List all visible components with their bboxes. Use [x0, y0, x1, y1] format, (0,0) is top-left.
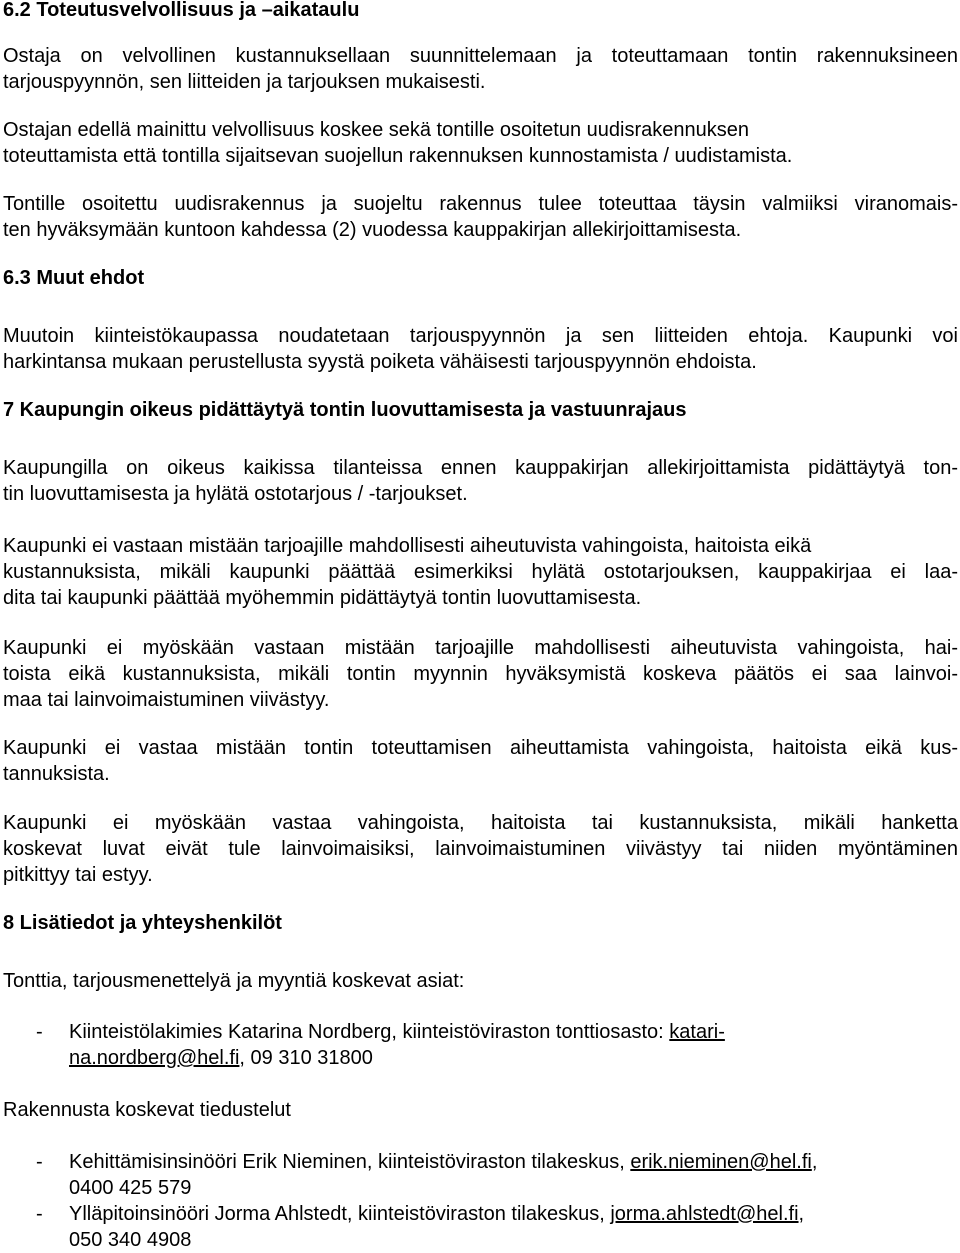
comma-text: , [811, 1151, 818, 1173]
text-line: kustannuksista, mikäli kaupunki päättää esimerkiksi hylätä ostotarjouksen, kauppakirjaa ei laa- [3, 561, 958, 583]
section-8-heading: 8 Lisätiedot ja yhteyshenkilöt [3, 912, 282, 934]
section-7-heading: 7 Kaupungin oikeus pidättäytyä tontin luovuttamisesta ja vastuunrajaus [3, 399, 687, 421]
section-6-2-paragraph-3 [3, 191, 958, 243]
section-6-3-paragraph-1 [3, 323, 958, 375]
section-8-intro-sale: Tonttia, tarjousmenettelyä ja myyntiä koskevat asiat: [3, 970, 465, 992]
text-line: toista eikä kustannuksista, mikäli tontin myynnin hyväksymistä koskeva päätös ei saa lainvoi- [3, 663, 958, 685]
contact-line [69, 1019, 725, 1045]
text-line: koskevat luvat eivät tule lainvoimaisiksi, lainvoimaistuminen viivästyy tai niiden myöntäminen [3, 838, 958, 860]
text-line: harkintansa mukaan perustellusta syystä poiketa vähäisesti tarjouspyynnön ehdoista. [3, 351, 757, 373]
contact-list-item [3, 1149, 958, 1201]
text-line: toteuttamista että tontilla sijaitsevan suojellun rakennuksen kunnostamista / uudistamista. [3, 145, 793, 167]
section-7-paragraph-5 [3, 810, 958, 888]
text-line: dita tai kaupunki päättää myöhemmin pidättäytyä tontin luovuttamisesta. [3, 587, 642, 609]
email-link-part-1[interactable]: katari- [669, 1021, 725, 1043]
phone-text: 050 340 4908 [69, 1229, 192, 1251]
section-7-paragraph-1 [3, 455, 958, 507]
section-7-paragraph-4 [3, 735, 958, 787]
document-page [3, 0, 958, 1251]
text-line: tannuksista. [3, 763, 110, 785]
section-7-paragraph-3 [3, 635, 958, 713]
text-line: ten hyväksymään kuntoon kahdessa (2) vuodessa kauppakirjan allekirjoittamisesta. [3, 219, 742, 241]
contact-name-text: Kiinteistölakimies Katarina Nordberg, kiinteistöviraston tonttiosasto: [69, 1021, 670, 1043]
comma-text: , [798, 1203, 805, 1225]
section-6-2-paragraph-1 [3, 43, 958, 95]
contact-line [69, 1045, 373, 1071]
contact-line [69, 1149, 817, 1175]
list-dash: - [36, 1203, 43, 1225]
text-line: maa tai lainvoimaistuminen viivästyy. [3, 689, 330, 711]
text-line: Kaupungilla on oikeus kaikissa tilanteissa ennen kauppakirjan allekirjoittamista pidättäytyä ton- [3, 457, 958, 479]
section-6-3-heading: 6.3 Muut ehdot [3, 267, 145, 289]
text-line: Ostaja on velvollinen kustannuksellaan suunnittelemaan ja toteuttamaan tontin rakennuksineen [3, 45, 958, 67]
phone-text: 0400 425 579 [69, 1177, 192, 1199]
contact-line [69, 1201, 804, 1227]
text-line: Muutoin kiinteistökaupassa noudatetaan tarjouspyynnön ja sen liitteiden ehtoja. Kaupunki voi [3, 325, 958, 347]
contact-list-item [3, 1019, 958, 1071]
contact-name-text: Kehittämisinsinööri Erik Nieminen, kiinteistöviraston tilakeskus, [69, 1151, 631, 1173]
text-line: tin luovuttamisesta ja hylätä ostotarjous / -tarjoukset. [3, 483, 468, 505]
text-line: Kaupunki ei myöskään vastaa vahingoista, haitoista tai kustannuksista, mikäli hanketta [3, 812, 958, 834]
section-8-intro-building: Rakennusta koskevat tiedustelut [3, 1099, 291, 1121]
list-dash: - [36, 1151, 43, 1173]
text-line: Ostajan edellä mainittu velvollisuus koskee sekä tontille osoitetun uudisrakennuksen [3, 119, 749, 141]
list-dash: - [36, 1021, 43, 1043]
contact-list-item [3, 1201, 958, 1253]
text-line: Kaupunki ei myöskään vastaan mistään tarjoajille mahdollisesti aiheutuvista vahingoista, hai- [3, 637, 958, 659]
email-link-part-2[interactable]: na.nordberg@hel.fi [69, 1047, 240, 1069]
text-line: Kaupunki ei vastaan mistään tarjoajille mahdollisesti aiheutuvista vahingoista, haitoista eikä [3, 535, 812, 557]
section-7-paragraph-2 [3, 533, 958, 611]
section-6-2-heading: 6.2 Toteutusvelvollisuus ja –aikataulu [3, 0, 360, 21]
email-link[interactable]: erik.nieminen@hel.fi [630, 1151, 812, 1173]
text-line: tarjouspyynnön, sen liitteiden ja tarjouksen mukaisesti. [3, 71, 486, 93]
phone-text: , 09 310 31800 [239, 1047, 373, 1069]
text-line: pitkittyy tai estyy. [3, 864, 153, 886]
text-line: Tontille osoitettu uudisrakennus ja suojeltu rakennus tulee toteuttaa täysin valmiiksi viranomais- [3, 193, 958, 215]
contact-name-text: Ylläpitoinsinööri Jorma Ahlstedt, kiinteistöviraston tilakeskus, [69, 1203, 611, 1225]
section-6-2-paragraph-2 [3, 117, 958, 169]
email-link[interactable]: jorma.ahlstedt@hel.fi [610, 1203, 799, 1225]
text-line: Kaupunki ei vastaa mistään tontin toteuttamisen aiheuttamista vahingoista, haitoista eikä kus- [3, 737, 958, 759]
